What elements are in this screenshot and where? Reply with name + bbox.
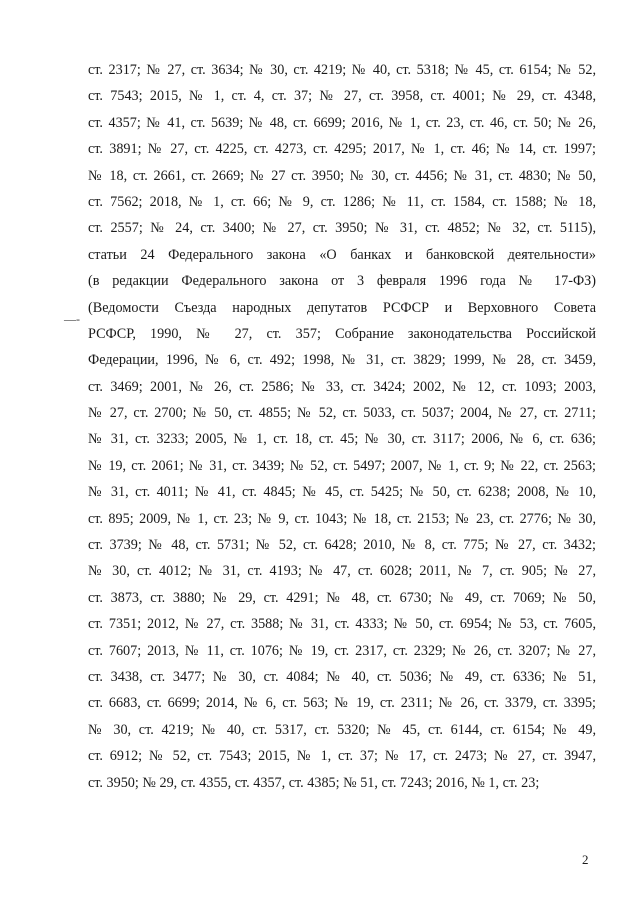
- text-line: № 30, ст. 4012; № 31, ст. 4193; № 47, ст. 6028; 2011, № 7, ст. 905; № 27,: [88, 563, 596, 580]
- text-line: ст. 7351; 2012, № 27, ст. 3588; № 31, ст. 4333; № 50, ст. 6954; № 53, ст. 7605,: [88, 616, 596, 633]
- text-line: ст. 3891; № 27, ст. 4225, ст. 4273, ст. 4295; 2017, № 1, ст. 46; № 14, ст. 1997;: [88, 141, 596, 158]
- text-line: № 18, ст. 2661, ст. 2669; № 27 ст. 3950; № 30, ст. 4456; № 31, ст. 4830; № 50,: [88, 167, 596, 184]
- text-line: ст. 2317; № 27, ст. 3634; № 30, ст. 4219; № 40, ст. 5318; № 45, ст. 6154; № 52,: [88, 62, 596, 78]
- text-line: статьи 24 Федерального закона «О банках и банковской деятельности»: [88, 246, 596, 263]
- body-text: [88, 57, 596, 796]
- text-line: ст. 895; 2009, № 1, ст. 23; № 9, ст. 1043; № 18, ст. 2153; № 23, ст. 2776; № 30,: [88, 510, 596, 527]
- text-line: (в редакции Федерального закона от 3 февраля 1996 года № 17-ФЗ): [88, 273, 596, 290]
- text-line: ст. 2557; № 24, ст. 3400; № 27, ст. 3950; № 31, ст. 4852; № 32, ст. 5115),: [88, 220, 596, 237]
- text-line: ст. 3438, ст. 3477; № 30, ст. 4084; № 40, ст. 5036; № 49, ст. 6336; № 51,: [88, 668, 596, 685]
- text-line: ст. 3469; 2001, № 26, ст. 2586; № 33, ст. 3424; 2002, № 12, ст. 1093; 2003,: [88, 378, 596, 395]
- text-line: ст. 6912; № 52, ст. 7543; 2015, № 1, ст. 37; № 17, ст. 2473; № 27, ст. 3947,: [88, 748, 596, 765]
- text-line: ст. 3739; № 48, ст. 5731; № 52, ст. 6428; 2010, № 8, ст. 775; № 27, ст. 3432;: [88, 537, 596, 554]
- text-line: ст. 3873, ст. 3880; № 29, ст. 4291; № 48, ст. 6730; № 49, ст. 7069; № 50,: [88, 589, 596, 606]
- text-line: ст. 7562; 2018, № 1, ст. 66; № 9, ст. 1286; № 11, ст. 1584, ст. 1588; № 18,: [88, 193, 596, 210]
- text-line: ст. 7543; 2015, № 1, ст. 4, ст. 37; № 27, ст. 3958, ст. 4001; № 29, ст. 4348,: [88, 88, 596, 105]
- text-line: № 27, ст. 2700; № 50, ст. 4855; № 52, ст. 5033, ст. 5037; 2004, № 27, ст. 2711;: [88, 405, 596, 422]
- text-line: ст. 7607; 2013, № 11, ст. 1076; № 19, ст. 2317, ст. 2329; № 26, ст. 3207; № 27,: [88, 642, 596, 659]
- margin-mark: —-: [64, 312, 80, 326]
- text-line: ст. 4357; № 41, ст. 5639; № 48, ст. 6699; 2016, № 1, ст. 23, ст. 46, ст. 50; № 26,: [88, 114, 596, 131]
- text-line: (Ведомости Съезда народных депутатов РСФСР и Верховного Совета: [88, 299, 596, 316]
- text-line: ст. 3950; № 29, ст. 4355, ст. 4357, ст. 4385; № 51, ст. 7243; 2016, № 1, ст. 23;: [88, 774, 540, 791]
- text-line: № 31, ст. 4011; № 41, ст. 4845; № 45, ст. 5425; № 50, ст. 6238; 2008, № 10,: [88, 484, 596, 501]
- text-line: № 31, ст. 3233; 2005, № 1, ст. 18, ст. 45; № 30, ст. 3117; 2006, № 6, ст. 636;: [88, 431, 596, 448]
- text-line: ст. 6683, ст. 6699; 2014, № 6, ст. 563; № 19, ст. 2311; № 26, ст. 3379, ст. 3395;: [88, 695, 596, 712]
- text-line: № 30, ст. 4219; № 40, ст. 5317, ст. 5320; № 45, ст. 6144, ст. 6154; № 49,: [88, 721, 596, 738]
- text-line: Федерации, 1996, № 6, ст. 492; 1998, № 31, ст. 3829; 1999, № 28, ст. 3459,: [88, 352, 596, 369]
- page-number: 2: [582, 852, 589, 867]
- text-line: № 19, ст. 2061; № 31, ст. 3439; № 52, ст. 5497; 2007, № 1, ст. 9; № 22, ст. 2563;: [88, 457, 596, 474]
- text-line: РСФСР, 1990, № 27, ст. 357; Собрание законодательства Российской: [88, 325, 596, 342]
